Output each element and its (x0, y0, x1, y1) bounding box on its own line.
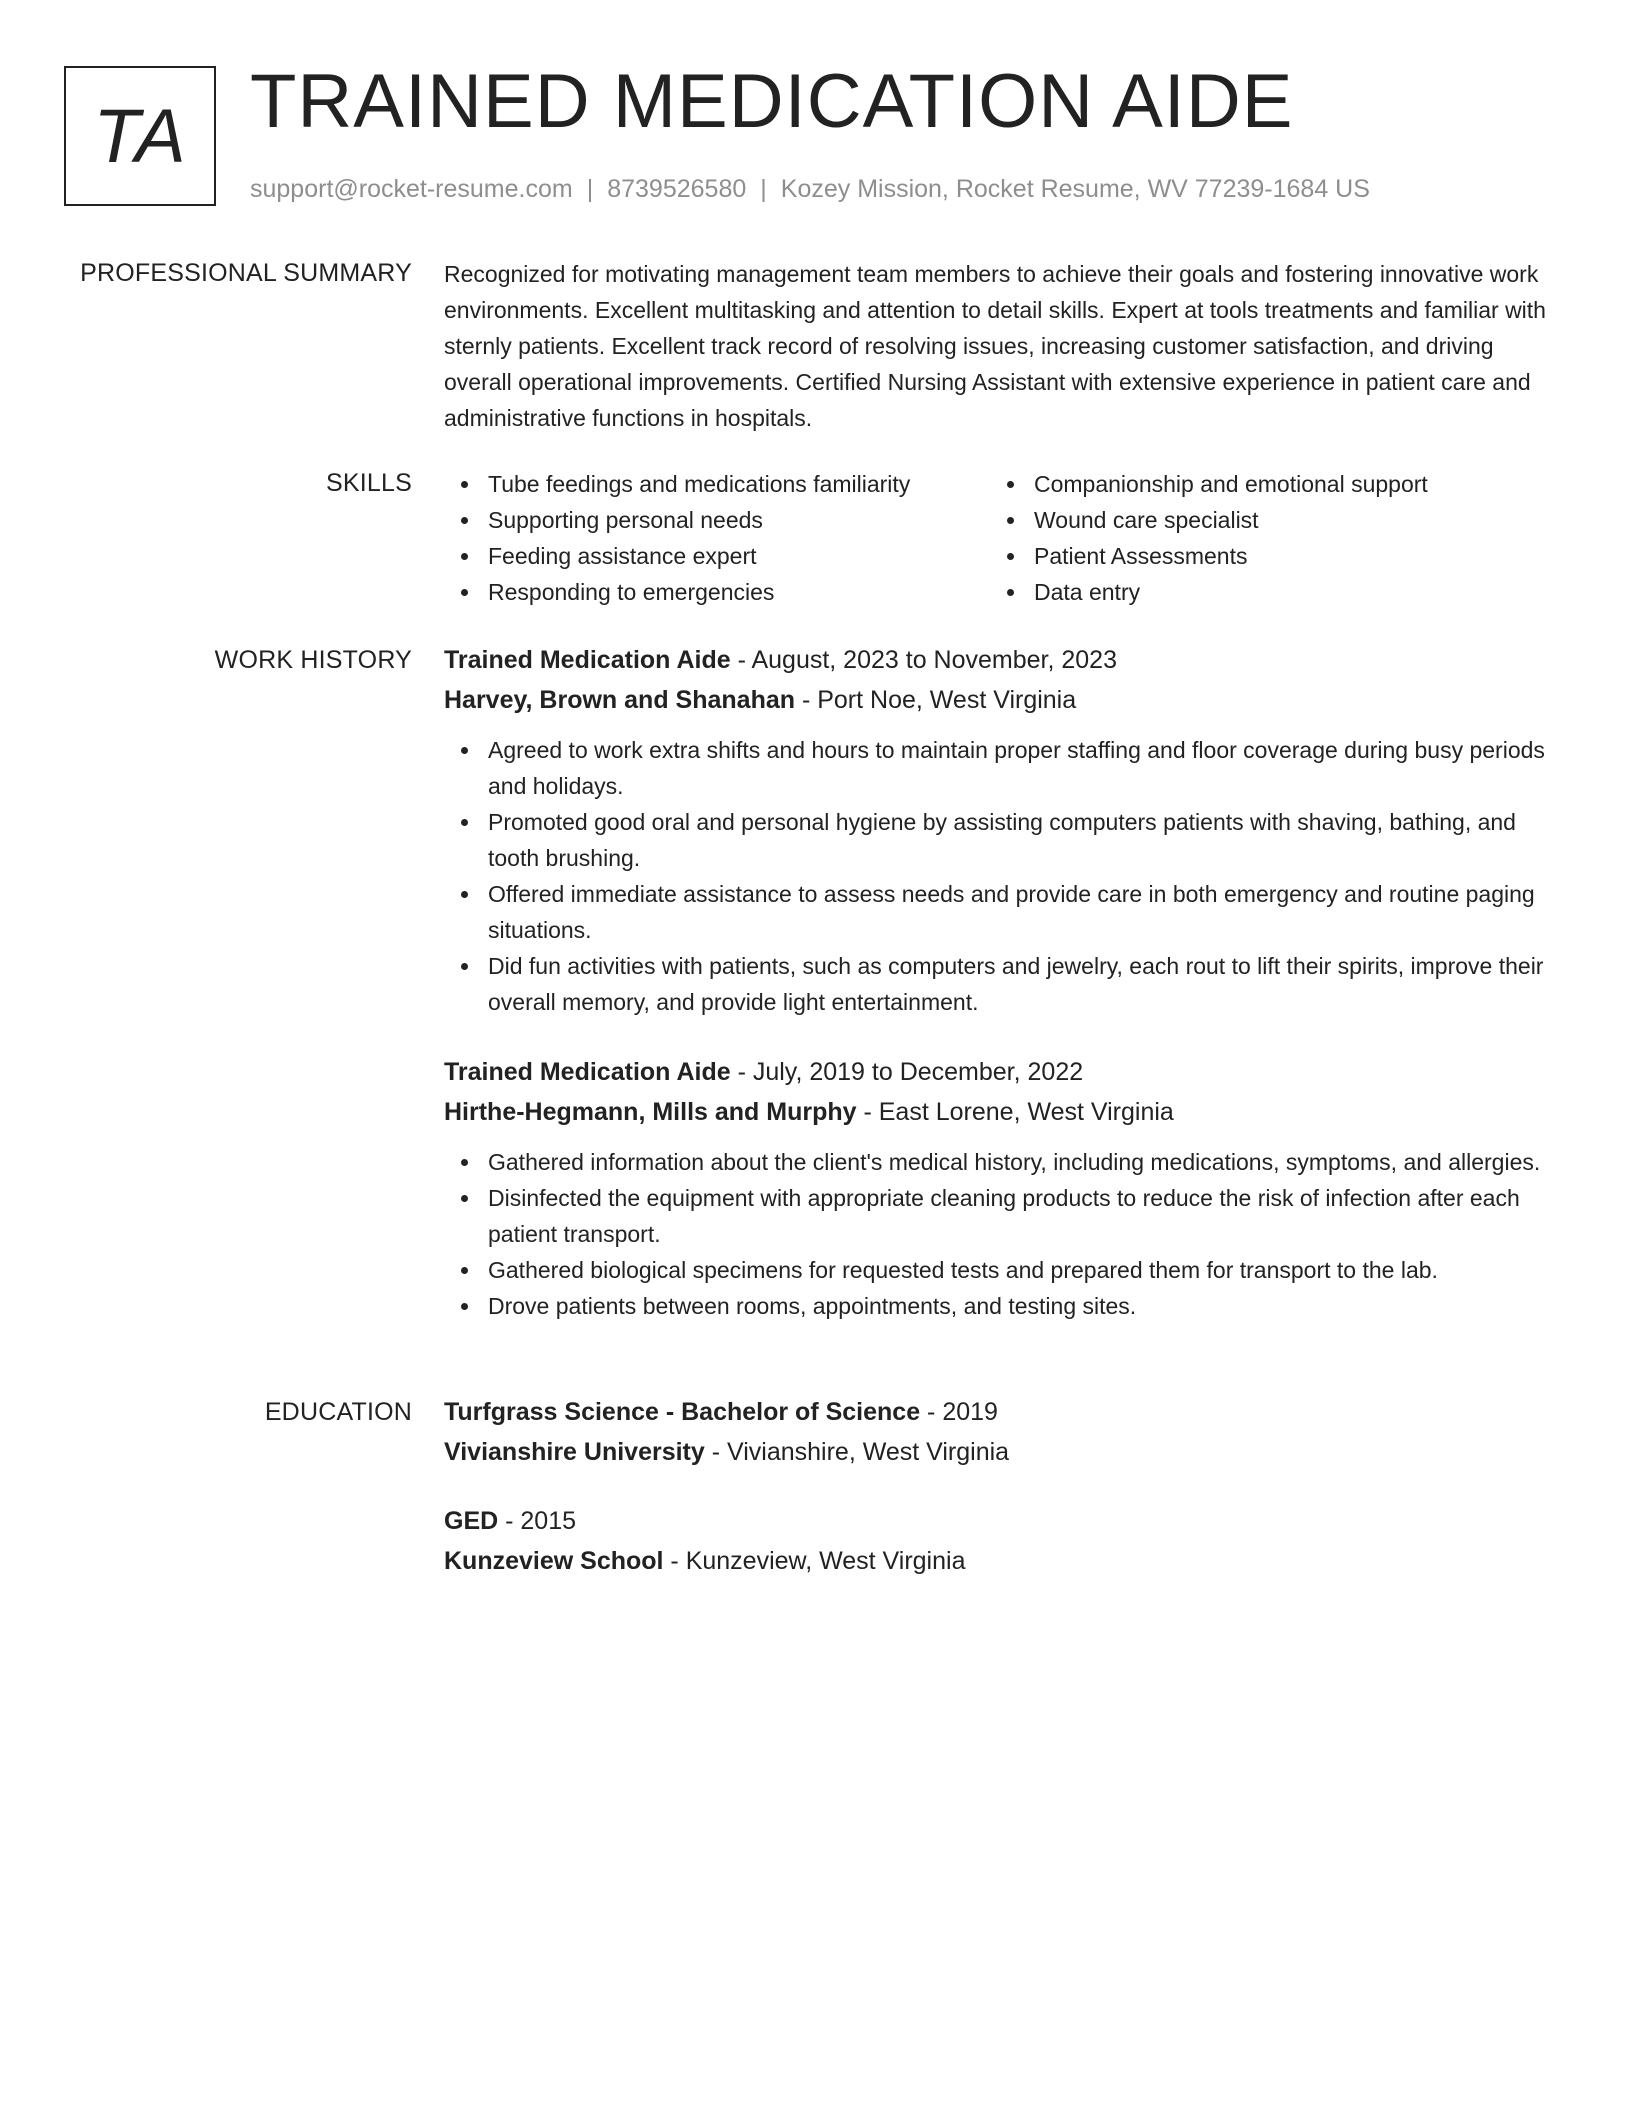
skill-item: Data entry (990, 574, 1536, 610)
monogram-logo: TA (64, 66, 216, 206)
job-location: - Port Noe, West Virginia (795, 686, 1077, 714)
job-title: Trained Medication Aide (444, 646, 731, 674)
skill-item: Responding to emergencies (444, 574, 990, 610)
school-location: - Vivianshire, West Virginia (704, 1438, 1010, 1466)
summary-text: Recognized for motivating management team members to achieve their goals and fostering innovative work environments. Excellent multitasking and attention to detail skills. Expert at tools treatments and familiar with sternly patients. Excellent track record of resolving issues, increasing customer satisfaction, and driving overall operational improvements. Certified Nursing Assistant with extensive experience in patient care and administrative functions in hospitals. (444, 261, 1546, 431)
skill-item: Tube feedings and medications familiarity (444, 466, 990, 502)
job-bullet-list (444, 732, 1556, 1020)
skills-section (444, 466, 1556, 610)
section-label-summary: PROFESSIONAL SUMMARY (80, 259, 412, 287)
section-label-skills: SKILLS (326, 469, 412, 497)
contact-phone: 8739526580 (607, 175, 747, 203)
skills-column-right (990, 466, 1536, 610)
section-label-education: EDUCATION (264, 1398, 412, 1426)
skill-item: Patient Assessments (990, 538, 1536, 574)
school-name: Vivianshire University (444, 1438, 705, 1466)
job-bullet: Gathered information about the client's medical history, including medications, symptoms, and allergies. (444, 1144, 1556, 1180)
job-location: - East Lorene, West Virginia (856, 1098, 1174, 1126)
degree-line (444, 1501, 1556, 1541)
skills-column-left (444, 466, 990, 610)
job-entry (444, 1052, 1556, 1324)
contact-separator: | (760, 175, 767, 203)
job-dates: - August, 2023 to November, 2023 (730, 646, 1117, 674)
section-label-work-history: WORK HISTORY (214, 646, 412, 674)
skill-item: Supporting personal needs (444, 502, 990, 538)
degree-line (444, 1392, 1556, 1432)
skill-item: Wound care specialist (990, 502, 1536, 538)
contact-address: Kozey Mission, Rocket Resume, WV 77239-1684 US (780, 175, 1370, 203)
job-title-line (444, 640, 1556, 680)
degree-name: GED (444, 1507, 499, 1535)
contact-email: support@rocket-resume.com (250, 175, 573, 203)
school-location: - Kunzeview, West Virginia (663, 1547, 966, 1575)
job-title-line (444, 1052, 1556, 1092)
job-dates: - July, 2019 to December, 2022 (730, 1058, 1084, 1086)
job-bullet: Gathered biological specimens for requested tests and prepared them for transport to the lab. (444, 1252, 1556, 1288)
job-bullet: Did fun activities with patients, such as computers and jewelry, each rout to lift their spirits, improve their overall memory, and provide light entertainment. (444, 948, 1556, 1020)
job-company-line (444, 1092, 1556, 1132)
summary-section (444, 256, 1556, 436)
job-bullet-list (444, 1144, 1556, 1324)
job-title: Trained Medication Aide (444, 1058, 731, 1086)
education-entry (444, 1501, 1556, 1581)
job-bullet: Drove patients between rooms, appointments, and testing sites. (444, 1288, 1556, 1324)
job-entry (444, 640, 1556, 1020)
school-line (444, 1432, 1556, 1472)
job-bullet: Agreed to work extra shifts and hours to maintain proper staffing and floor coverage during busy periods and holidays. (444, 732, 1556, 804)
school-name: Kunzeview School (444, 1547, 664, 1575)
contact-separator: | (586, 175, 594, 203)
skill-item: Companionship and emotional support (990, 466, 1536, 502)
skill-item: Feeding assistance expert (444, 538, 990, 574)
degree-year: - 2015 (498, 1507, 577, 1535)
degree-name: Turfgrass Science - Bachelor of Science (444, 1398, 921, 1426)
job-company: Harvey, Brown and Shanahan (444, 686, 796, 714)
job-bullet: Offered immediate assistance to assess needs and provide care in both emergency and routine paging situations. (444, 876, 1556, 948)
degree-year: - 2019 (920, 1398, 998, 1426)
job-company-line (444, 680, 1556, 720)
school-line (444, 1541, 1556, 1581)
candidate-name: TRAINED MEDICATION AIDE (250, 59, 1294, 144)
education-entry (444, 1392, 1556, 1472)
job-bullet: Disinfected the equipment with appropriate cleaning products to reduce the risk of infection after each patient transport. (444, 1180, 1556, 1252)
job-bullet: Promoted good oral and personal hygiene by assisting computers patients with shaving, bathing, and tooth brushing. (444, 804, 1556, 876)
contact-line (250, 172, 1370, 206)
job-company: Hirthe-Hegmann, Mills and Murphy (444, 1098, 857, 1126)
